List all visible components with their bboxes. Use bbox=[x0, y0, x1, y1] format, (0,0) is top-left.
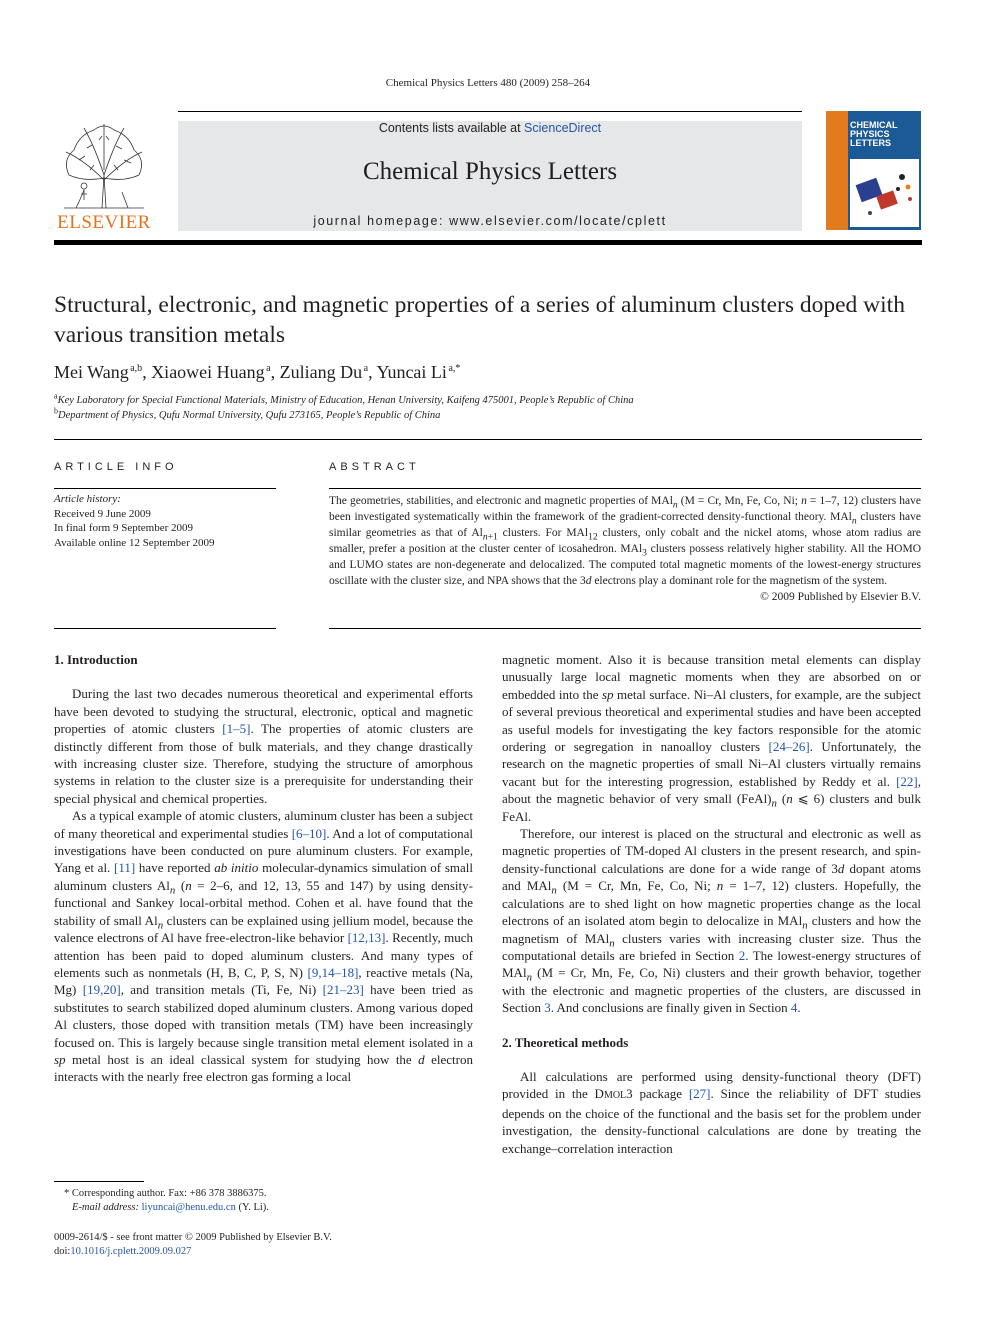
doi-label: doi: bbox=[54, 1246, 71, 1257]
citation-link[interactable]: [22] bbox=[896, 773, 918, 789]
author-name[interactable]: Xiaowei Huang bbox=[151, 362, 265, 382]
journal-cover bbox=[826, 111, 921, 230]
paragraph: During the last two decades numerous theoretical and experimental efforts have been devoted to studying the structural, electronic, optical and magnetic properties of atomic clusters [1–5]. The properties of atomic clusters are distinctly different from those of bulk materials, and they change drastically with increasing cluster size. Therefore, studying the structure of amorphous systems in relation to the cluster size is a prerequisite for understanding their special physical and chemical properties. bbox=[54, 686, 473, 806]
header-thick-rule bbox=[54, 240, 922, 245]
contents-prefix: Contents lists available at bbox=[378, 121, 525, 135]
front-matter bbox=[54, 1231, 554, 1259]
cover-title-line1: CHEMICAL bbox=[850, 120, 898, 130]
citation-link[interactable]: [6–10] bbox=[291, 825, 327, 841]
author-affil-mark: a,* bbox=[448, 363, 461, 374]
history-online: Available online 12 September 2009 bbox=[54, 536, 215, 549]
info-rule-bottom bbox=[54, 628, 276, 629]
abstract-text bbox=[329, 493, 921, 605]
body-column-left bbox=[54, 651, 473, 1086]
author-name[interactable]: Zuliang Du bbox=[279, 362, 363, 382]
author-affil-mark: a,b bbox=[130, 363, 143, 374]
elsevier-wordmark: ELSEVIER bbox=[57, 212, 151, 233]
citation-link[interactable]: [19,20] bbox=[82, 982, 121, 998]
section-link[interactable]: 4 bbox=[790, 1000, 798, 1016]
cover-title bbox=[850, 121, 898, 148]
article-history bbox=[54, 492, 276, 550]
email-link[interactable]: liyuncai@henu.edu.cn bbox=[141, 1202, 236, 1213]
abstract-heading: ABSTRACT bbox=[329, 461, 420, 473]
section-heading-introduction: 1. Introduction bbox=[54, 652, 138, 667]
abstract-copyright: © 2009 Published by Elsevier B.V. bbox=[760, 591, 921, 603]
affiliation-text: Key Laboratory for Special Functional Materials, Ministry of Education, Henan University, Kaifeng 475001, People’s Republic of China bbox=[57, 395, 634, 406]
paragraph: Therefore, our interest is placed on the structural and electronic as well as magnetic properties of TM-doped Al clusters in the present research, and spin-density-functional calculations are done for a wide range of 3d dopant atoms and MAl$_n$ (M = Cr, Mn, Fe, Co, Ni; n = 1–7, 12) clusters. Hopefully, the calculations are to shed light on how magnetic properties change as the local electrons of an isolated atom begin to delocalize in MAl$_n$ clusters and how the magnetism of MAl$_n$ clusters varies with increasing cluster size. Thus the computational details are briefed in Section 2. The lowest-energy structures of MAl$_n$ (M = Cr, Mn, Fe, Co, Ni) clusters and their growth behavior, together with the electronic and magnetic properties of the clusters, are discussed in Section 3. And conclusions are finally given in Section 4. bbox=[502, 826, 922, 1016]
sciencedirect-link[interactable]: ScienceDirect bbox=[524, 121, 602, 135]
citation-link[interactable]: [9,14–18] bbox=[307, 964, 359, 980]
masthead-rule bbox=[178, 111, 802, 112]
citation-link[interactable]: [1–5] bbox=[222, 721, 251, 737]
email-suffix: (Y. Li). bbox=[235, 1202, 269, 1213]
history-final: In final form 9 September 2009 bbox=[54, 522, 193, 534]
paragraph: magnetic moment. Also it is because transition metal elements can display unusually large local magnetic moments when they are absorbed on or embedded into the sp metal surface. Ni–Al clusters, for example, are the subject of several previous theoretical and experimental studies and have been accepted as useful models for investigating the key factors responsible for the atomic ordering or segregation in nanoalloy clusters [24–26]. Unfortunately, the research on the magnetic properties of small Ni–Al clusters virtually remains vacant but for the interesting progression, established by Reddy et al. [22], about the magnetic behavior of very small $(FeAl)_n$ (n ⩽ 6) clusters and bulk FeAl. bbox=[502, 652, 921, 824]
cover-molecule-icon bbox=[850, 159, 919, 227]
body-column-right bbox=[502, 651, 921, 1157]
article-title: Structural, electronic, and magnetic properties of a series of aluminum clusters doped with various transition metals bbox=[54, 292, 905, 348]
article-info-heading: ARTICLE INFO bbox=[54, 461, 178, 473]
citation-link[interactable]: [24–26] bbox=[768, 739, 810, 755]
citation-link[interactable]: [11] bbox=[114, 860, 136, 876]
info-rule-top bbox=[54, 488, 276, 489]
section-heading-methods: 2. Theoretical methods bbox=[502, 1034, 629, 1050]
author-list: Mei Wang $^{a,b}$, Xiaowei Huang $^a$, Zuliang Du $^a$, Yuncai Li $^{a,*}$ bbox=[54, 362, 461, 382]
running-header: Chemical Physics Letters 480 (2009) 258–264 bbox=[385, 77, 591, 89]
elsevier-tree-icon bbox=[54, 120, 154, 212]
section-link[interactable]: 2 bbox=[738, 947, 746, 963]
author-affil-mark: a bbox=[266, 363, 271, 374]
abstract-rule-top bbox=[329, 488, 921, 489]
author-name[interactable]: Yuncai Li bbox=[376, 362, 447, 382]
affiliation-text: Department of Physics, Qufu Normal University, Qufu 273165, People’s Republic of China bbox=[58, 410, 441, 421]
abstract-rule-bottom bbox=[329, 628, 921, 629]
section-link[interactable]: 3 bbox=[544, 1000, 551, 1016]
elsevier-logo bbox=[54, 120, 154, 232]
citation-link[interactable]: [21–23] bbox=[322, 982, 364, 998]
journal-homepage[interactable]: journal homepage: www.elsevier.com/locate/cplett bbox=[313, 214, 667, 228]
footnote bbox=[54, 1187, 473, 1215]
email-line bbox=[54, 1201, 473, 1215]
footnote-rule bbox=[54, 1181, 144, 1182]
author-affil-mark: a bbox=[363, 363, 369, 374]
author-name[interactable]: Mei Wang bbox=[54, 362, 129, 382]
corresponding-author: * Corresponding author. Fax: +86 378 3886375. bbox=[64, 1188, 267, 1199]
affiliation bbox=[54, 406, 922, 421]
paragraph: As a typical example of atomic clusters, aluminum cluster has been a subject of many theoretical and experimental studies [6–10]. And a lot of computational investigations have been conducted on pure aluminum clusters. For example, Yang et al. [11] have reported ab initio molecular-dynamics simulation of small aluminum clusters $Al_n$ (n = 2–6, and 12, 13, 55 and 147) by using density-functional and Sankey local-orbital method. Cohen et al. have found that the stability of small $Al_n$ clusters can be explained using jellium model, because the valence electrons of Al have free-electron-like behavior [12,13]. Recently, much attention has been paid to doped aluminum clusters. And many types of elements such as nonmetals (H, B, C, P, S, N) [9,14–18], reactive metals (Na, Mg) [19,20], and transition metals (Ti, Fe, Ni) [21–23] have been tried as substitutes to search stabilized doped aluminum clusters. Among various doped Al clusters, those doped with transition metals (TM) have been increasingly focused on. This is largely because single transition metal element isolated in a sp metal host is an ideal classical system for studying how the d electron interacts with the nearly free electron gas forming a local bbox=[54, 808, 474, 1085]
affiliation-rule bbox=[54, 439, 922, 440]
email-label: E-mail address: bbox=[72, 1202, 142, 1213]
doi-link[interactable]: 10.1016/j.cplett.2009.09.027 bbox=[70, 1246, 192, 1257]
citation-link[interactable]: [27] bbox=[688, 1086, 711, 1102]
affiliation-mark: a bbox=[54, 391, 58, 401]
abstract-body: The geometries, stabilities, and electronic and magnetic properties of MAl$_n$ (M = Cr, Mn, Fe, Co, Ni; n = 1–7, 12) clusters have been investigated systematically within the framework of the gradient-corrected density-functional theory. MAl$_n$ clusters have similar geometries as that of $Al_{n+1}$ clusters. For MAl$_{12}$ clusters, only cobalt and the nickel atoms, whose atom radius are smaller, prefer a position at the cluster center of icosahedron. MAl$_3$ clusters possess relatively higher stability. All the HOMO and LUMO states are non-degenerate and delocalized. The computed total magnetic moments of the lowest-energy structures oscillate with the cluster size, and NPA shows that the 3d electrons play a dominant role for the magnetism of the system. bbox=[329, 495, 922, 587]
history-label: Article history: bbox=[54, 493, 121, 505]
contents-line bbox=[178, 121, 802, 135]
paragraph: All calculations are performed using density-functional theory (DFT) provided in the DMOL3 package [27]. Since the reliability of DFT studies depends on the choice of the functional and the basis set for the problem under investigation, the density-functional calculations are done by treating the exchange–correlation interaction bbox=[502, 1068, 921, 1156]
citation-link[interactable]: [12,13] bbox=[347, 930, 386, 946]
history-received: Received 9 June 2009 bbox=[54, 507, 151, 520]
issn-line: 0009-2614/$ - see front matter © 2009 Published by Elsevier B.V. bbox=[54, 1232, 332, 1243]
cover-title-line3: LETTERS bbox=[850, 138, 892, 148]
cover-image bbox=[850, 159, 919, 227]
cover-band bbox=[826, 111, 848, 230]
affiliation-mark: b bbox=[54, 406, 58, 416]
cover-title-line2: PHYSICS bbox=[850, 129, 890, 139]
doi-line bbox=[54, 1245, 554, 1259]
journal-title: Chemical Physics Letters bbox=[362, 158, 618, 185]
affiliation bbox=[54, 391, 922, 406]
